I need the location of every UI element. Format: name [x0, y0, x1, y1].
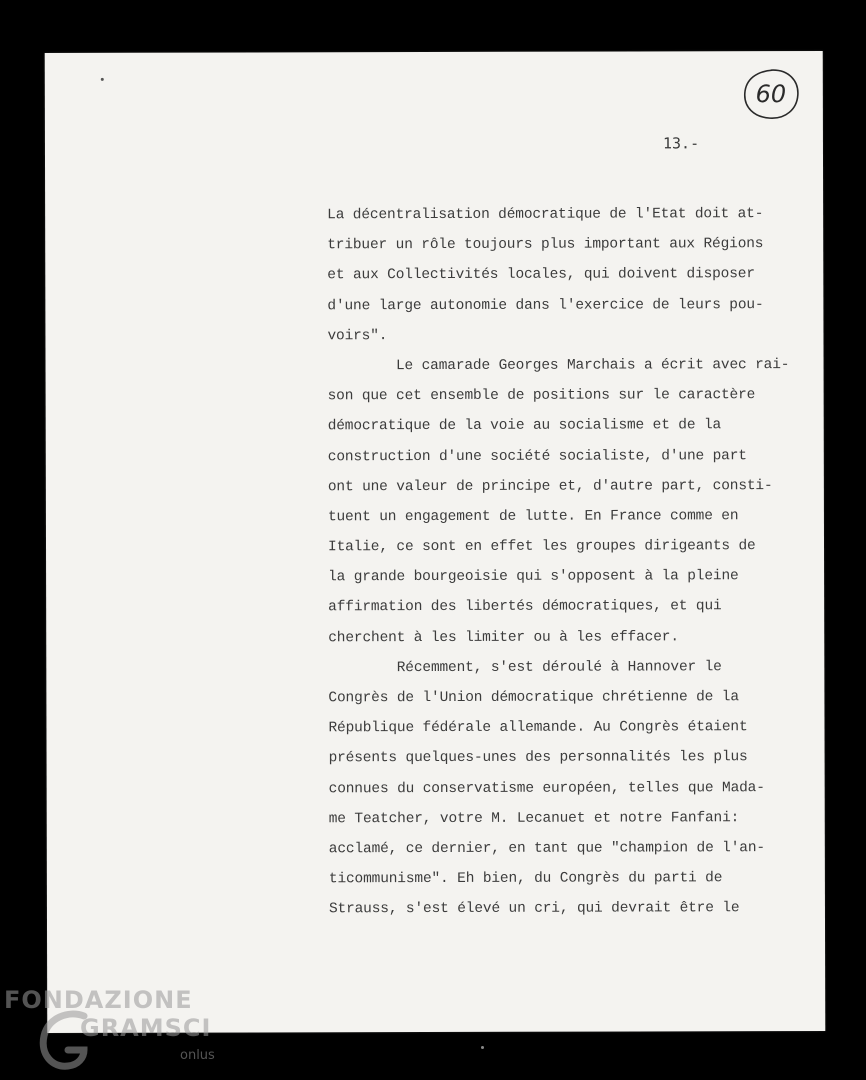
text-line: Congrès de l'Union démocratique chrétienne de la [328, 689, 739, 707]
archive-stamp [741, 67, 801, 121]
text-line: et aux Collectivités locales, qui doivent disposer [327, 266, 755, 284]
text-line: me Teatcher, votre M. Lecanuet et notre Fanfani: [328, 809, 740, 828]
text-line: ticommunisme". Eh bien, du Congrès du parti de [328, 870, 723, 888]
stamp-number: 60 [755, 80, 787, 109]
text-line: ont une valeur de principe et, d'autre part, consti- [327, 477, 773, 495]
text-line: construction d'une société socialiste, d'une part [327, 447, 747, 465]
text-line: Récemment, s'est déroulé à Hannover le [328, 659, 722, 677]
text-line: démocratique de la voie au socialisme et de la [327, 417, 722, 435]
watermark-title: FONDAZIONE [4, 986, 193, 1014]
text-line: tribuer un rôle toujours plus important aux Régions [327, 236, 764, 254]
ink-speck [481, 1046, 484, 1049]
text-line: Italie, ce sont en effet les groupes dirigeants de [327, 538, 756, 556]
document-page [45, 51, 826, 1033]
text-line: La décentralisation démocratique de l'Etat doit at- [327, 206, 764, 224]
text-line: affirmation des libertés démocratiques, et qui [328, 598, 722, 616]
text-line: République fédérale allemande. Au Congrès étaient [328, 719, 748, 737]
text-line: Strauss, s'est élevé un cri, qui devrait être le [328, 900, 740, 918]
text-line: présents quelques-unes des personnalités les plus [328, 749, 748, 767]
text-line: cherchent à les limiter ou à les effacer. [328, 628, 679, 646]
text-line: son que cet ensemble de positions sur le caractère [327, 387, 756, 405]
text-line: connues du conservatisme européen, telles que Mada- [328, 779, 765, 797]
watermark-tag: onlus [180, 1048, 215, 1063]
text-line: la grande bourgeoisie qui s'opposent à la pleine [328, 568, 739, 586]
typed-text-block [327, 199, 829, 925]
watermark-logo [4, 982, 234, 1078]
text-line: acclamé, ce dernier, en tant que "champion de l'an- [328, 840, 765, 858]
text-line: Le camarade Georges Marchais a écrit avec rai- [327, 357, 790, 375]
watermark-subtitle: GRAMSCI [80, 1014, 212, 1042]
ink-speck [101, 78, 104, 81]
text-line: tuent un engagement de lutte. En France comme en [327, 508, 739, 526]
text-line: d'une large autonomie dans l'exercice de leurs pou- [327, 296, 764, 314]
page-number: 13.- [662, 134, 700, 153]
text-line: voirs". [327, 327, 388, 345]
